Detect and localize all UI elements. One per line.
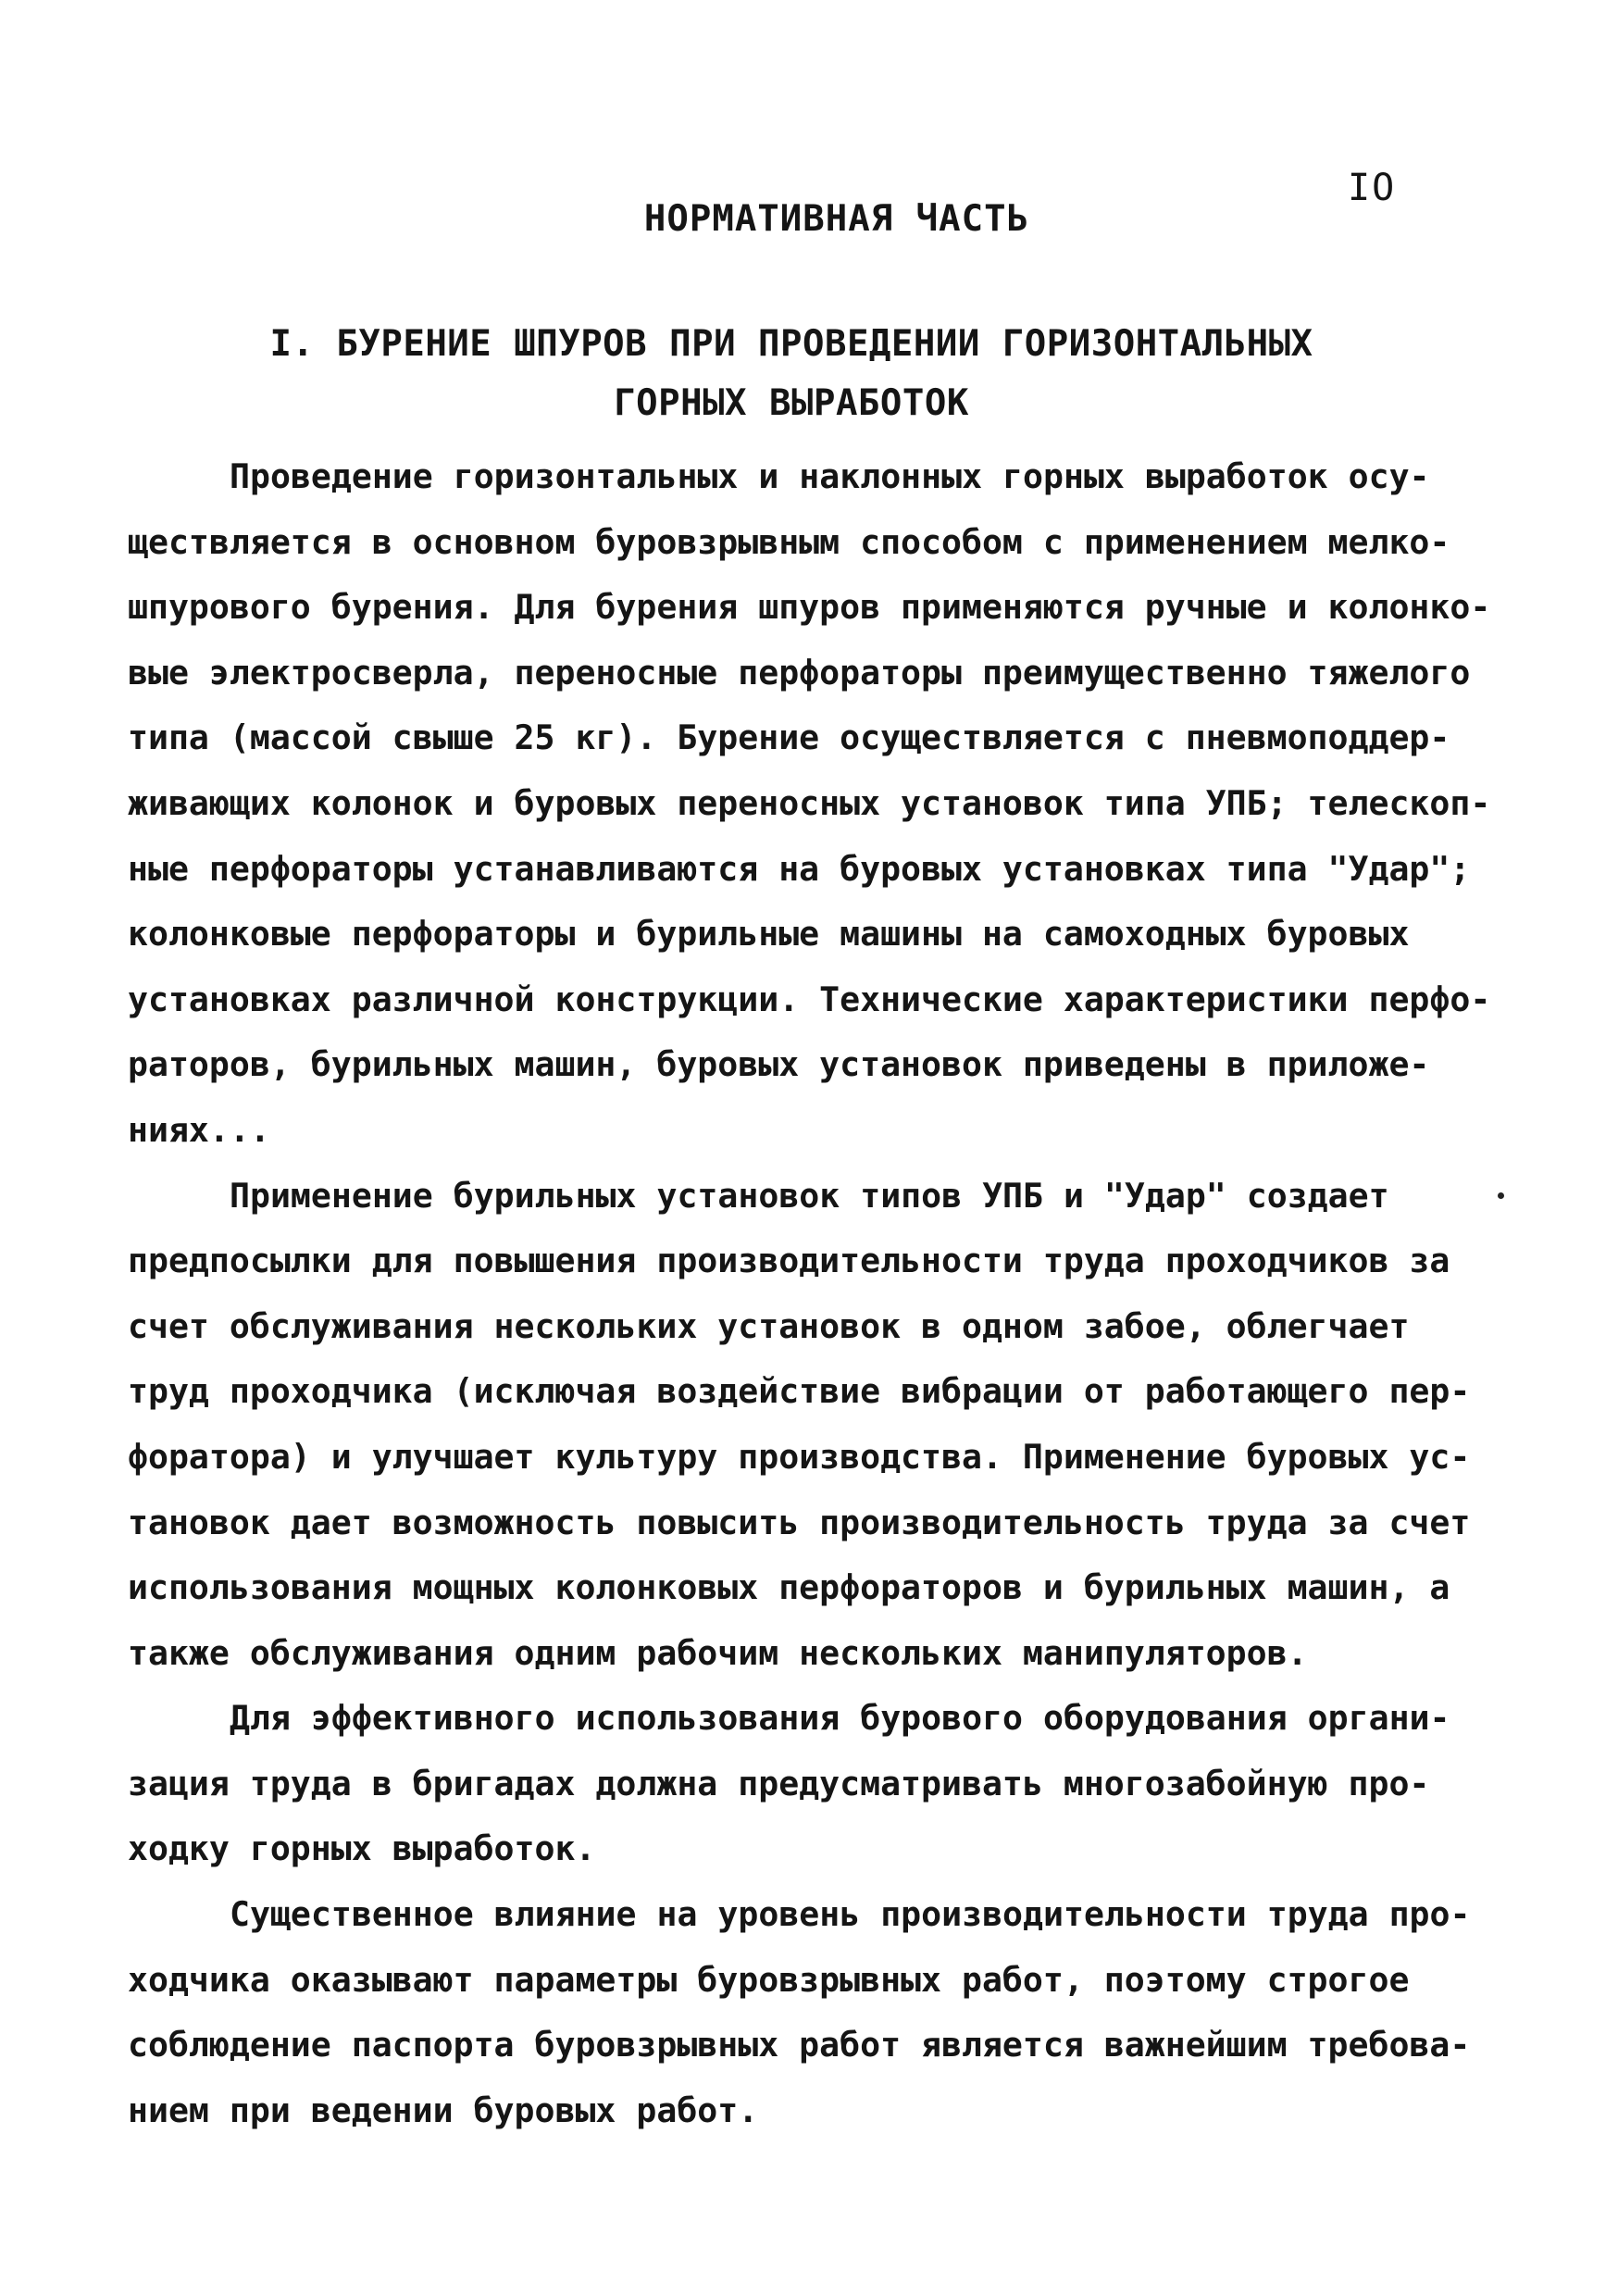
text-line: ществляется в основном буровзрывным способом с применением мелко- [128,521,1450,562]
text-line: соблюдение паспорта буровзрывных работ является важнейшим требова- [128,2025,1471,2065]
text-line: также обслуживания одним рабочим нескольких манипуляторов. [128,1632,1308,1673]
text-line: раторов, бурильных машин, буровых установок приведены в приложе- [128,1044,1430,1085]
stray-dot-mark [1498,1192,1504,1199]
text-line: Проведение горизонтальных и наклонных горных выработок осу- [230,456,1430,496]
text-line: Для эффективного использования бурового оборудования органи- [230,1698,1450,1739]
text-line: шпурового бурения. Для бурения шпуров применяются ручные и колонко- [128,587,1491,628]
text-line: Существенное влияние на уровень производительности труда про- [230,1894,1471,1935]
text-line: нием при ведении буровых работ. [128,2090,759,2130]
chapter-title [222,315,1361,433]
text-line: живающих колонок и буровых переносных установок типа УПБ; телескоп- [128,782,1491,823]
page-number: IO [1348,167,1397,209]
text-line: тановок дает возможность повысить производительность труда за счет [128,1502,1471,1542]
text-line: ходку горных выработок. [128,1828,596,1869]
text-line: Применение бурильных установок типов УПБ и "Удар" создает [230,1175,1389,1216]
text-line: счет обслуживания нескольких установок в одном забое, облегчает [128,1305,1410,1346]
text-line: ниях... [128,1109,270,1150]
text-line: форатора) и улучшает культуру производства. Применение буровых ус- [128,1436,1471,1477]
body-text [128,444,1498,2143]
chapter-title-line: ГОРНЫХ ВЫРАБОТОК [614,382,969,424]
text-line: колонковые перфораторы и бурильные машины на самоходных буровых [128,914,1410,955]
chapter-title-line: I. БУРЕНИЕ ШПУРОВ ПРИ ПРОВЕДЕНИИ ГОРИЗОНТАЛЬНЫХ [269,323,1313,365]
paragraph [128,444,1498,1164]
paragraph [128,1164,1498,1687]
text-line: использования мощных колонковых перфораторов и бурильных машин, а [128,1567,1450,1608]
text-line: труд проходчика (исключая воздействие вибрации от работающего пер- [128,1371,1471,1412]
paragraph [128,1686,1498,1882]
section-title: НОРМАТИВНАЯ ЧАСТЬ [643,198,1030,240]
text-line: установках различной конструкции. Технические характеристики перфо- [128,979,1491,1019]
text-line: зация труда в бригадах должна предусматривать многозабойную про- [128,1763,1430,1803]
text-line: вые электросверла, переносные перфораторы преимущественно тяжелого [128,652,1471,693]
text-line: ные перфораторы устанавливаются на буровых установках типа "Удар"; [128,848,1471,889]
text-line: предпосылки для повышения производительности труда проходчиков за [128,1241,1450,1281]
paragraph [128,1882,1498,2143]
text-line: ходчика оказывают параметры буровзрывных работ, поэтому строгое [128,1959,1410,2000]
text-line: типа (массой свыше 25 кг). Бурение осуществляется с пневмоподдер- [128,718,1450,758]
